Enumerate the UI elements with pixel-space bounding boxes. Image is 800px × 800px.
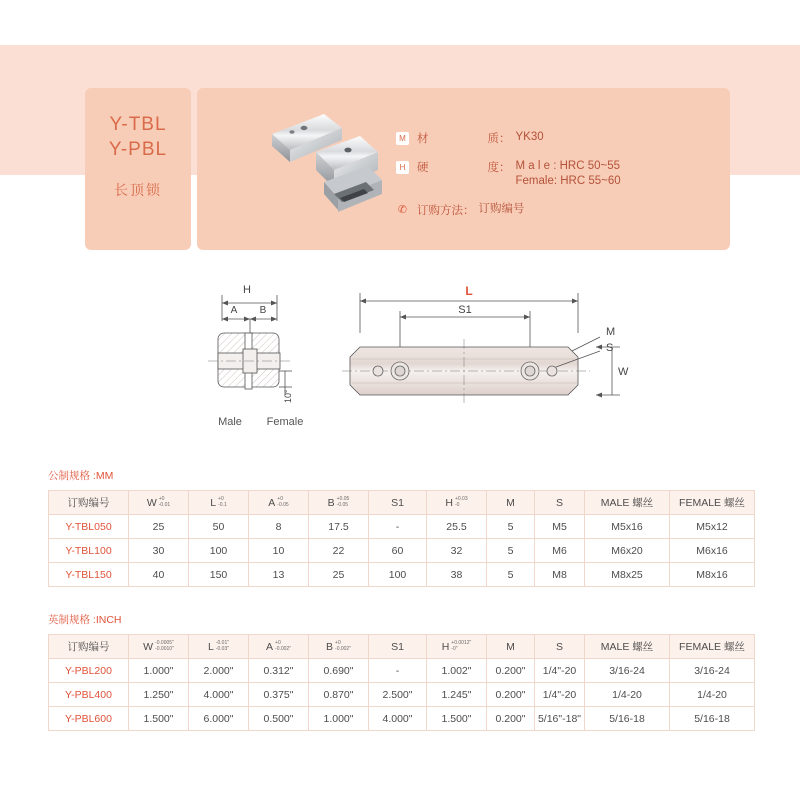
metric-cell: 100 [189, 539, 249, 563]
metric-order-code: Y-TBL150 [49, 563, 129, 587]
spec-label-hardness-char1: 硬 [417, 162, 429, 174]
metric-col-header [49, 491, 129, 515]
badge-m-icon: M [396, 132, 409, 145]
metric-col-tolerance: +0 -0.01 [158, 496, 171, 508]
inch-cell: 3/16-24 [670, 659, 755, 683]
inch-cell: 0.870" [309, 683, 369, 707]
dim-label-s1: S1 [458, 304, 472, 316]
metric-col-tolerance: +0 -0.05 [277, 496, 289, 508]
metric-cell: 17.5 [309, 515, 369, 539]
metric-cell: 10 [249, 539, 309, 563]
inch-cell: 0.500" [249, 707, 309, 731]
inch-col-header-label: W [143, 640, 154, 653]
inch-cell: 1.000" [309, 707, 369, 731]
metric-col-header [309, 491, 369, 515]
label-male: Male [218, 416, 242, 428]
table-row [49, 683, 755, 707]
metric-cell: - [369, 515, 427, 539]
metric-cell: 30 [129, 539, 189, 563]
label-female: Female [266, 416, 304, 428]
spec-row-material [396, 130, 716, 146]
inch-order-code: Y-PBL600 [49, 707, 129, 731]
metric-cell: 50 [189, 515, 249, 539]
inch-order-code: Y-PBL400 [49, 683, 129, 707]
inch-cell: 2.500" [369, 683, 427, 707]
dim-label-h: H [243, 284, 251, 296]
dim-label-b: B [259, 305, 267, 316]
product-name-cn: 长顶锁 [114, 182, 162, 198]
spec-label-material [417, 130, 499, 146]
inch-col-header [49, 635, 129, 659]
inch-table-caption: 英制规格 :INCH [48, 614, 122, 626]
spec-value-hardness-female: Female: HRC 55~60 [515, 175, 621, 187]
inch-col-tolerance: +0.0012" -0" [451, 640, 472, 652]
metric-cell: 150 [189, 563, 249, 587]
metric-col-header-label: B [327, 496, 335, 509]
metric-col-header [427, 491, 487, 515]
metric-cell: M5x16 [585, 515, 670, 539]
metric-cell: 8 [249, 515, 309, 539]
spec-value-hardness-group [516, 159, 621, 189]
inch-col-header-label: S [555, 640, 563, 653]
inch-col-tolerance: +0 -0.002" [335, 640, 351, 652]
metric-col-header-label: MALE 螺丝 [600, 497, 654, 509]
dim-label-s: S [606, 342, 614, 354]
metric-col-tolerance: +0.03 -0 [454, 496, 468, 508]
metric-col-header [129, 491, 189, 515]
metric-col-header [535, 491, 585, 515]
spec-colon-material: ： [499, 133, 511, 145]
metric-col-header-label: 订购编号 [67, 497, 110, 509]
metric-cell: 38 [427, 563, 487, 587]
table-row [49, 515, 755, 539]
inch-cell: 0.312" [249, 659, 309, 683]
inch-cell: 1.500" [427, 707, 487, 731]
inch-col-tolerance: -0.0005" -0.0010" [155, 640, 174, 652]
metric-cell: 40 [129, 563, 189, 587]
metric-cell: M6x16 [670, 539, 755, 563]
dim-label-l: L [465, 284, 473, 298]
product-photo [262, 108, 397, 228]
spec-value-order-method: 订购编号 [478, 203, 525, 215]
inch-col-header-label: A [266, 640, 274, 653]
metric-cell: M5x12 [670, 515, 755, 539]
spec-label-material-char1: 材 [417, 133, 429, 145]
metric-cell: 100 [369, 563, 427, 587]
metric-col-header [487, 491, 535, 515]
inch-cell: 0.200" [487, 683, 535, 707]
metric-cell: 5 [487, 563, 535, 587]
inch-cell: 0.200" [487, 659, 535, 683]
spec-label-order-method: 订购方法： [417, 205, 475, 217]
inch-col-header-label: MALE 螺丝 [600, 641, 654, 653]
spec-label-hardness-char2: 度 [487, 162, 499, 174]
inch-col-header [427, 635, 487, 659]
inch-col-header [369, 635, 427, 659]
inch-cell: 1.500" [129, 707, 189, 731]
inch-col-tolerance: +0 -0.002" [275, 640, 291, 652]
inch-cell: 1.250" [129, 683, 189, 707]
spec-label-material-char2: 质 [487, 133, 499, 145]
inch-col-header-label: M [506, 640, 515, 653]
table-row [49, 659, 755, 683]
spec-colon-hardness: ： [499, 162, 511, 174]
inch-cell: 0.200" [487, 707, 535, 731]
inch-cell: 1/4"-20 [535, 659, 585, 683]
inch-col-header-label: S1 [391, 640, 404, 653]
inch-col-header-label: L [207, 640, 214, 653]
inch-cell: 3/16-24 [585, 659, 670, 683]
metric-col-header-label: H [445, 496, 453, 509]
inch-table-header-row [49, 635, 755, 659]
metric-cell: M8x16 [670, 563, 755, 587]
metric-cell: 13 [249, 563, 309, 587]
inch-cell: 5/16-18 [585, 707, 670, 731]
metric-col-header [189, 491, 249, 515]
plan-view [342, 293, 620, 403]
inch-order-code: Y-PBL200 [49, 659, 129, 683]
metric-col-header-label: A [268, 496, 276, 509]
metric-cell: 22 [309, 539, 369, 563]
metric-cell: M8 [535, 563, 585, 587]
technical-drawing [0, 275, 800, 445]
product-code-tbl: Y-TBL [109, 114, 167, 135]
inch-cell: 0.375" [249, 683, 309, 707]
inch-cell: - [369, 659, 427, 683]
metric-col-header-label: S1 [391, 496, 404, 509]
metric-col-header-label: L [210, 496, 217, 509]
phone-icon: ✆ [397, 204, 408, 216]
inch-cell: 1/4"-20 [535, 683, 585, 707]
metric-cell: 60 [369, 539, 427, 563]
inch-cell: 1.002" [427, 659, 487, 683]
inch-col-header [129, 635, 189, 659]
metric-cell: M8x25 [585, 563, 670, 587]
inch-col-header-label: B [326, 640, 334, 653]
inch-cell: 0.690" [309, 659, 369, 683]
metric-cell: M6x20 [585, 539, 670, 563]
metric-table-header-row [49, 491, 755, 515]
inch-cell: 4.000" [369, 707, 427, 731]
inch-col-header-label: 订购编号 [67, 641, 110, 653]
inch-spec-table [48, 634, 755, 731]
inch-cell: 1/4-20 [670, 683, 755, 707]
dim-label-m: M [606, 326, 616, 338]
metric-col-header-label: W [146, 496, 157, 509]
spec-row-hardness [396, 159, 716, 189]
inch-cell: 5/16"-18" [535, 707, 585, 731]
table-row [49, 539, 755, 563]
inch-cell: 1.245" [427, 683, 487, 707]
metric-col-header-label: S [555, 496, 563, 509]
inch-col-header [487, 635, 535, 659]
metric-spec-table [48, 490, 755, 587]
inch-cell: 5/16-18 [670, 707, 755, 731]
inch-col-header-label: FEMALE 螺丝 [679, 641, 745, 653]
metric-cell: M6 [535, 539, 585, 563]
metric-order-code: Y-TBL100 [49, 539, 129, 563]
dim-label-w: W [618, 366, 629, 378]
metric-cell: M5 [535, 515, 585, 539]
metric-col-header [369, 491, 427, 515]
inch-cell: 4.000" [189, 683, 249, 707]
metric-table-caption: 公制规格 :MM [48, 470, 114, 482]
table-row [49, 707, 755, 731]
inch-col-header [535, 635, 585, 659]
metric-cell: 25 [129, 515, 189, 539]
spec-value-material: YK30 [515, 131, 544, 143]
inch-spec-section [48, 612, 755, 731]
metric-cell: 5 [487, 539, 535, 563]
inch-col-header [585, 635, 670, 659]
metric-col-header [249, 491, 309, 515]
metric-col-header [585, 491, 670, 515]
table-row [49, 563, 755, 587]
metric-order-code: Y-TBL050 [49, 515, 129, 539]
metric-cell: 5 [487, 515, 535, 539]
inch-col-header [249, 635, 309, 659]
metric-spec-section [48, 468, 755, 587]
inch-col-tolerance: -0.01" -0.03" [215, 640, 229, 652]
metric-col-header [670, 491, 755, 515]
dim-label-angle: 10° [283, 389, 293, 403]
inch-cell: 1/4-20 [585, 683, 670, 707]
spec-value-hardness-male: M a l e : HRC 50~55 [515, 160, 621, 172]
inch-cell: 6.000" [189, 707, 249, 731]
spec-label-hardness [417, 159, 499, 175]
inch-col-header [670, 635, 755, 659]
metric-col-header-label: FEMALE 螺丝 [679, 497, 745, 509]
metric-cell: 32 [427, 539, 487, 563]
product-title-block [85, 112, 191, 200]
inch-col-header [189, 635, 249, 659]
inch-cell: 2.000" [189, 659, 249, 683]
metric-cell: 25.5 [427, 515, 487, 539]
spec-list [396, 130, 716, 231]
inch-col-header [309, 635, 369, 659]
metric-col-tolerance: +0.05 -0.05 [336, 496, 350, 508]
inch-cell: 1.000" [129, 659, 189, 683]
inch-col-header-label: H [441, 640, 450, 653]
spec-row-order-method [396, 202, 716, 218]
badge-h-icon: H [396, 161, 409, 174]
dim-label-a: A [230, 305, 238, 316]
metric-col-tolerance: +0 -0.1 [218, 496, 227, 508]
section-view [208, 295, 292, 395]
product-code-pbl: Y-PBL [108, 139, 168, 160]
metric-col-header-label: M [506, 496, 515, 509]
metric-cell: 25 [309, 563, 369, 587]
